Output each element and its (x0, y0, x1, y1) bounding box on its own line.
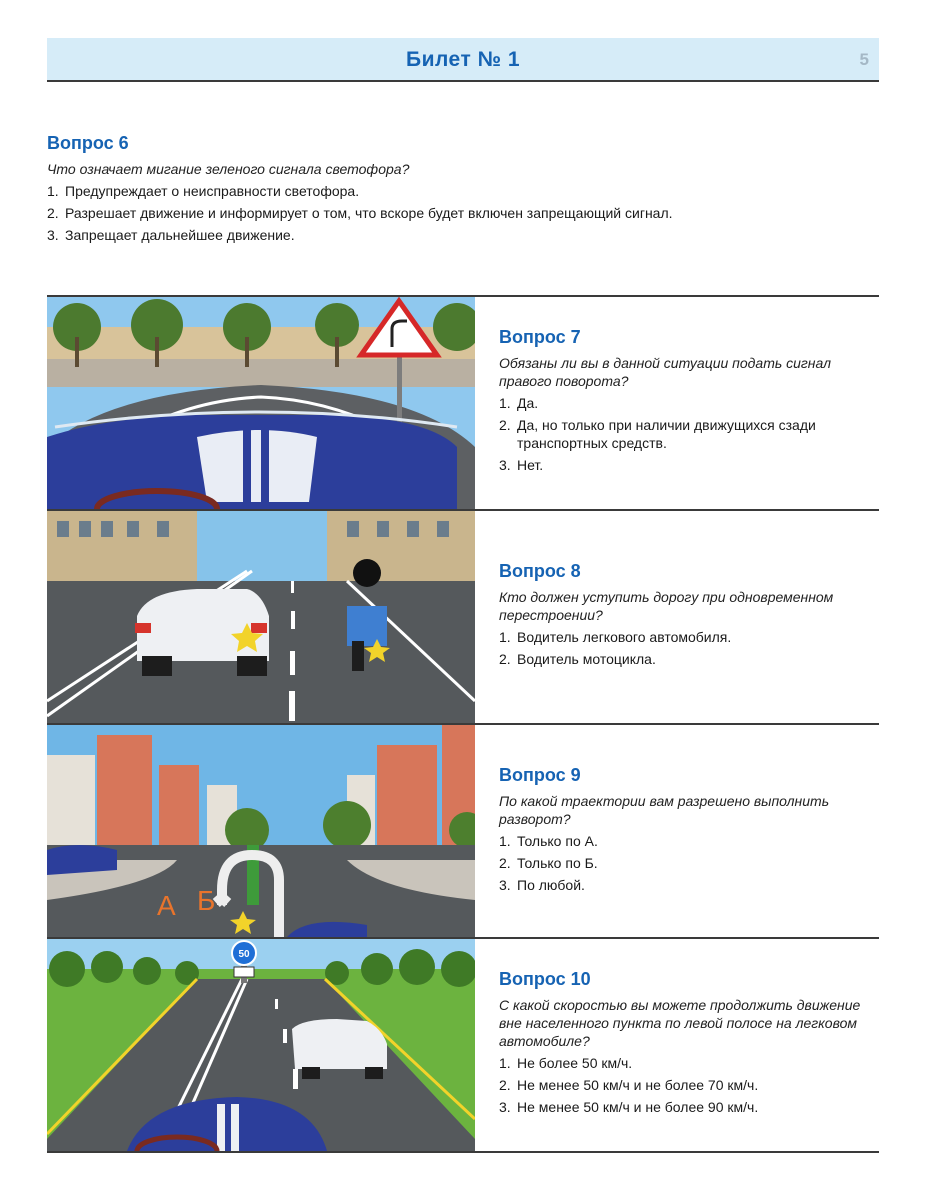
question-text: Кто должен уступить дорогу при одновременном перестроении? (499, 589, 834, 623)
question-text: По какой траектории вам разрешено выполнить разворот? (499, 793, 830, 827)
page-header (47, 38, 879, 82)
question-9 (47, 723, 879, 937)
route-label-b: Б (197, 885, 216, 916)
answer-list (499, 628, 871, 668)
answer-text: Да. (517, 395, 539, 411)
illustration-q7 (47, 297, 475, 509)
answer-option[interactable] (499, 456, 871, 474)
question-title: Вопрос 9 (499, 765, 581, 785)
answer-text: Да, но только при наличии движущихся сзади транспортных средств. (517, 417, 816, 451)
page-number: 5 (859, 50, 869, 69)
answer-number: 3. (499, 1099, 511, 1115)
question-8 (47, 509, 879, 723)
answer-number: 1. (499, 1055, 511, 1071)
answer-number: 2. (499, 651, 511, 667)
bottom-divider (47, 1151, 879, 1153)
question-text: Что означает мигание зеленого сигнала светофора? (47, 161, 410, 177)
answer-option[interactable] (499, 832, 871, 850)
question-7 (47, 295, 879, 509)
answer-text: Запрещает дальнейшее движение. (65, 227, 295, 243)
question-title: Вопрос 8 (499, 561, 581, 581)
answer-text: Разрешает движение и информирует о том, что вскоре будет включен запрещающий сигнал. (65, 205, 673, 221)
answer-option[interactable] (47, 204, 879, 222)
car-icon (292, 1019, 387, 1069)
illustration-q9 (47, 725, 475, 937)
answer-number: 3. (499, 877, 511, 893)
answer-number: 1. (499, 833, 511, 849)
answer-option[interactable] (47, 226, 879, 244)
question-7-text (499, 327, 871, 478)
car-icon (47, 845, 117, 875)
answer-text: Не более 50 км/ч. (517, 1055, 633, 1071)
answer-text: Нет. (517, 457, 544, 473)
answer-list (499, 394, 871, 474)
answer-text: Только по А. (517, 833, 598, 849)
answer-list (47, 182, 879, 244)
answer-option[interactable] (499, 650, 871, 668)
motorcyclist-icon (347, 606, 387, 646)
answer-text: Водитель легкового автомобиля. (517, 629, 732, 645)
answer-list (499, 832, 871, 894)
illustration-q8 (47, 511, 475, 723)
answer-text: Только по Б. (517, 855, 598, 871)
question-9-text (499, 765, 871, 898)
scene-q7-svg (47, 297, 475, 509)
question-10 (47, 937, 879, 1151)
answer-number: 1. (47, 183, 59, 199)
question-title: Вопрос 10 (499, 969, 591, 989)
answer-text: Водитель мотоцикла. (517, 651, 656, 667)
answer-text: Не менее 50 км/ч и не более 90 км/ч. (517, 1099, 759, 1115)
answer-number: 2. (499, 855, 511, 871)
answer-option[interactable] (499, 1098, 871, 1116)
illustration-q10 (47, 939, 475, 1151)
answer-text: Предупреждает о неисправности светофора. (65, 183, 360, 199)
answer-option[interactable] (47, 182, 879, 200)
answer-option[interactable] (499, 1054, 871, 1072)
speed-sign-value: 50 (238, 949, 250, 960)
answer-option[interactable] (499, 876, 871, 894)
answer-option[interactable] (499, 854, 871, 872)
answer-number: 3. (47, 227, 59, 243)
answer-list (499, 1054, 871, 1116)
question-6 (47, 133, 879, 248)
answer-text: По любой. (517, 877, 585, 893)
question-10-text (499, 969, 871, 1120)
question-title: Вопрос 7 (499, 327, 581, 347)
answer-text: Не менее 50 км/ч и не более 70 км/ч. (517, 1077, 759, 1093)
scene-q10-svg (47, 939, 475, 1151)
answer-number: 2. (499, 417, 511, 433)
answer-option[interactable] (499, 416, 871, 452)
answer-number: 2. (47, 205, 59, 221)
answer-number: 1. (499, 629, 511, 645)
question-8-text (499, 561, 871, 672)
scene-q8-svg (47, 511, 475, 723)
answer-option[interactable] (499, 1076, 871, 1094)
answer-number: 2. (499, 1077, 511, 1093)
route-label-a: А (157, 890, 176, 921)
question-title: Вопрос 6 (47, 133, 129, 153)
answer-option[interactable] (499, 628, 871, 646)
answer-number: 1. (499, 395, 511, 411)
scene-q9-svg (47, 725, 475, 937)
answer-number: 3. (499, 457, 511, 473)
question-text: С какой скоростью вы можете продолжить движение вне населенного пункта по левой полосе на легковом автомобиле? (499, 997, 861, 1049)
ticket-title: Билет № 1 (405, 48, 520, 71)
answer-option[interactable] (499, 394, 871, 412)
question-text: Обязаны ли вы в данной ситуации подать сигнал правого поворота? (499, 355, 832, 389)
car-icon (137, 589, 269, 661)
